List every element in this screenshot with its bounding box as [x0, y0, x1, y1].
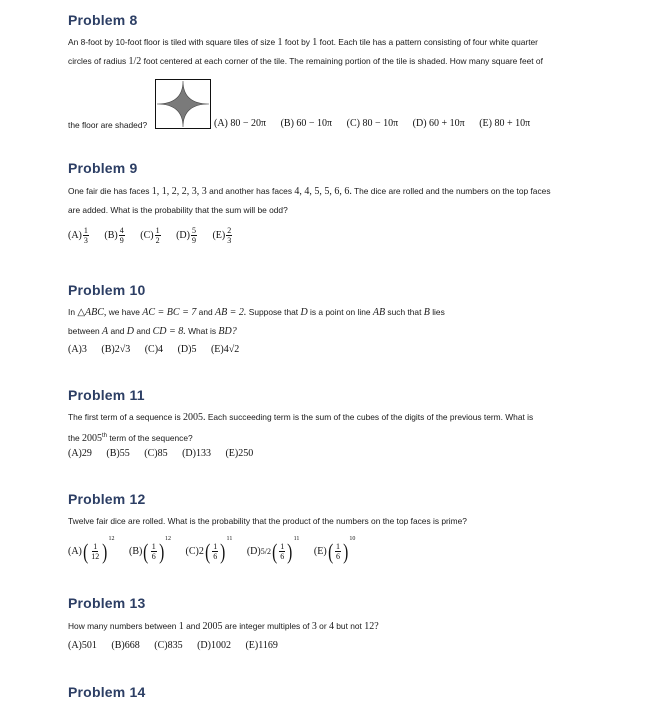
choice-d[interactable] [176, 226, 198, 245]
text-run: the [68, 432, 80, 443]
math-run: 2005 [202, 621, 223, 632]
coefficient: 2 [198, 546, 204, 557]
choice-label: (E) [212, 229, 226, 241]
math-run: 12? [364, 621, 379, 632]
denominator: 2 [155, 236, 160, 245]
problem-8-text [68, 33, 598, 71]
math-run: 1 [312, 37, 318, 48]
text-run: What is [188, 326, 217, 336]
math-run: 1 [277, 37, 283, 48]
problem-8-text-end: the floor are shaded? [68, 120, 148, 130]
text-run: and [110, 326, 125, 336]
choice-d[interactable]: (D)5 [177, 344, 197, 355]
fraction [119, 226, 125, 245]
math-run: D [300, 307, 308, 318]
choice-e[interactable]: (E)4√2 [210, 344, 240, 355]
problem-8-heading: Problem 8 [68, 12, 138, 28]
choice-a[interactable]: (A)29 [68, 448, 92, 459]
numerator: 5 [191, 226, 196, 235]
problem-13-choices [68, 640, 290, 651]
choice-a[interactable] [68, 226, 90, 245]
fraction [191, 226, 197, 245]
problem-9-choices [68, 226, 245, 245]
text-run: and [186, 621, 201, 631]
exponent: 12 [108, 536, 115, 542]
text-run: and [198, 307, 213, 317]
coefficient: 5/2 [260, 547, 271, 556]
choice-c[interactable]: (C)85 [144, 448, 168, 459]
paren: ( [82, 538, 89, 564]
choice-label: (A) [68, 229, 82, 241]
exponent: 11 [226, 536, 233, 542]
fraction [212, 542, 218, 561]
math-run: 2005 [81, 432, 102, 444]
paren: ( [204, 538, 211, 564]
math-run: CD = 8. [152, 326, 186, 337]
text-run: we have [108, 307, 140, 317]
numerator: 1 [83, 226, 88, 235]
denominator: 6 [280, 552, 285, 562]
problem-14-heading: Problem 14 [68, 684, 146, 700]
numerator: 1 [93, 542, 98, 552]
problem-12-text: Twelve fair dice are rolled. What is the probability that the product of the numbers on the top faces is prime? [68, 516, 467, 526]
math-run: 1/2 [128, 56, 142, 67]
text-run: are added. What is the probability that the sum will be odd? [68, 205, 288, 215]
text-run: foot centered at each corner of the tile. The remaining portion of the tile is shaded. How many square feet of [143, 56, 543, 66]
paren: ) [220, 538, 226, 564]
paren: ) [102, 538, 108, 564]
text-run: The dice are rolled and the numbers on the top faces [354, 186, 551, 196]
choice-label: (D) [246, 546, 261, 557]
choice-b[interactable]: (B) 60 − 10π [280, 118, 333, 129]
text-run: lies [432, 307, 445, 317]
choice-b[interactable] [129, 536, 174, 564]
choice-a[interactable] [68, 536, 117, 564]
choice-e[interactable]: (E)1169 [245, 640, 278, 651]
text-run: How many numbers between [68, 621, 177, 631]
problem-12-choices [68, 536, 367, 563]
choice-c[interactable]: (C)4 [144, 344, 164, 355]
text-run: One fair die has faces [68, 186, 150, 196]
denominator: 12 [91, 552, 100, 562]
math-run: AC = BC = 7 [142, 307, 197, 318]
denominator: 3 [83, 236, 88, 245]
math-run: AB [372, 307, 386, 318]
shaded-tile-figure [155, 79, 211, 129]
choice-label: (C) [140, 229, 154, 241]
math-run: 2005. [182, 412, 206, 423]
text-run: are integer multiples of [224, 621, 310, 631]
choice-c[interactable]: (C)835 [154, 640, 183, 651]
math-run: A [102, 326, 109, 337]
numerator: 1 [280, 542, 285, 552]
choice-d[interactable]: (D)1002 [197, 640, 231, 651]
denominator: 9 [119, 236, 124, 245]
choice-e[interactable] [212, 226, 233, 245]
choice-a[interactable]: (A) 80 − 20π [214, 118, 267, 129]
numerator: 1 [213, 542, 218, 552]
text-run: Suppose that [248, 307, 299, 317]
problem-11-choices [68, 448, 265, 459]
superscript: th [101, 433, 107, 439]
paren: ) [287, 538, 293, 564]
math-run: D [126, 326, 134, 337]
denominator: 3 [227, 236, 232, 245]
problem-9-text [68, 182, 598, 219]
choice-b[interactable] [104, 226, 125, 245]
exponent: 11 [293, 536, 300, 542]
choice-a[interactable]: (A)501 [68, 640, 97, 651]
fraction [90, 542, 100, 561]
problem-9-heading: Problem 9 [68, 160, 138, 176]
choice-c[interactable]: (C) 80 − 10π [346, 118, 399, 129]
text-run: and another has faces [209, 186, 293, 196]
numerator: 1 [336, 542, 340, 552]
fraction [83, 226, 89, 245]
math-run: 4, 4, 5, 5, 6, 6. [294, 186, 352, 197]
math-run: 3 [311, 621, 317, 632]
fraction [335, 542, 341, 561]
exponent: 12 [165, 536, 172, 542]
paren: ) [343, 538, 349, 564]
paren: ( [143, 538, 149, 564]
denominator: 6 [213, 552, 218, 562]
math-run: B [423, 307, 430, 318]
text-run: but not [336, 621, 362, 631]
choice-label: (B) [129, 546, 143, 557]
choice-d[interactable]: (D) 60 + 10π [412, 118, 465, 129]
problem-13-text [68, 617, 598, 636]
problem-10-heading: Problem 10 [68, 282, 146, 298]
text-run: circles of radius [68, 56, 127, 66]
choice-b[interactable]: (B)668 [111, 640, 140, 651]
problem-10-choices [68, 344, 251, 355]
text-run: foot by [284, 37, 310, 47]
choice-c[interactable] [140, 226, 161, 245]
choice-label: (A) [68, 546, 82, 557]
problem-13-heading: Problem 13 [68, 595, 146, 611]
text-run: term of the sequence? [109, 432, 193, 443]
choice-d[interactable]: (D)133 [182, 448, 211, 459]
math-run: 1 [178, 621, 184, 632]
choice-b[interactable]: (B)55 [106, 448, 130, 459]
text-run: The first term of a sequence is [68, 412, 181, 422]
fraction [155, 226, 161, 245]
problem-11-text [68, 408, 598, 448]
text-run: or [319, 621, 327, 631]
math-run: 4 [328, 621, 334, 632]
math-run: △ABC, [77, 307, 107, 318]
choice-label: (D) [176, 229, 190, 241]
fraction [279, 542, 285, 561]
numerator: 1 [155, 226, 160, 235]
choice-label: (B) [104, 229, 118, 241]
problem-12-heading: Problem 12 [68, 491, 146, 507]
choice-e[interactable]: (E)250 [225, 448, 254, 459]
numerator: 2 [227, 226, 232, 235]
math-run: BD? [218, 326, 237, 337]
text-run: foot. Each tile has a pattern consisting of four white quarter [319, 37, 538, 47]
numerator: 4 [119, 226, 124, 235]
math-run: AB = 2. [214, 307, 247, 318]
denominator: 6 [336, 552, 340, 562]
choice-e[interactable]: (E) 80 + 10π [479, 118, 531, 129]
problem-11-heading: Problem 11 [68, 387, 145, 403]
denominator: 9 [191, 236, 196, 245]
problem-8-choices [214, 118, 542, 129]
text-run: In [68, 307, 75, 317]
paren: ( [327, 538, 333, 564]
choice-a[interactable]: (A)3 [68, 344, 87, 355]
exponent: 10 [349, 536, 356, 542]
text-run: is a point on line [310, 307, 371, 317]
choice-label: (E) [313, 546, 327, 557]
choice-b[interactable]: (B)2√3 [101, 344, 131, 355]
choice-c[interactable] [185, 536, 235, 564]
choice-label: (C) [185, 546, 199, 557]
choice-d[interactable] [246, 536, 302, 564]
paren: ) [158, 538, 164, 564]
math-run: 1, 1, 2, 2, 3, 3 [151, 186, 207, 197]
text-run: Each succeeding term is the sum of the cubes of the digits of the previous term. What is [207, 412, 534, 422]
paren: ( [272, 538, 278, 564]
text-run: such that [387, 307, 422, 317]
fraction [151, 542, 157, 561]
text-run: An 8-foot by 10-foot floor is tiled with square tiles of size [68, 37, 276, 47]
text-run: and [136, 326, 151, 336]
numerator: 1 [151, 542, 156, 552]
choice-e[interactable] [313, 536, 356, 564]
denominator: 6 [151, 552, 156, 562]
problem-10-text [68, 303, 598, 341]
fraction [226, 226, 232, 245]
text-run: between [68, 326, 100, 336]
